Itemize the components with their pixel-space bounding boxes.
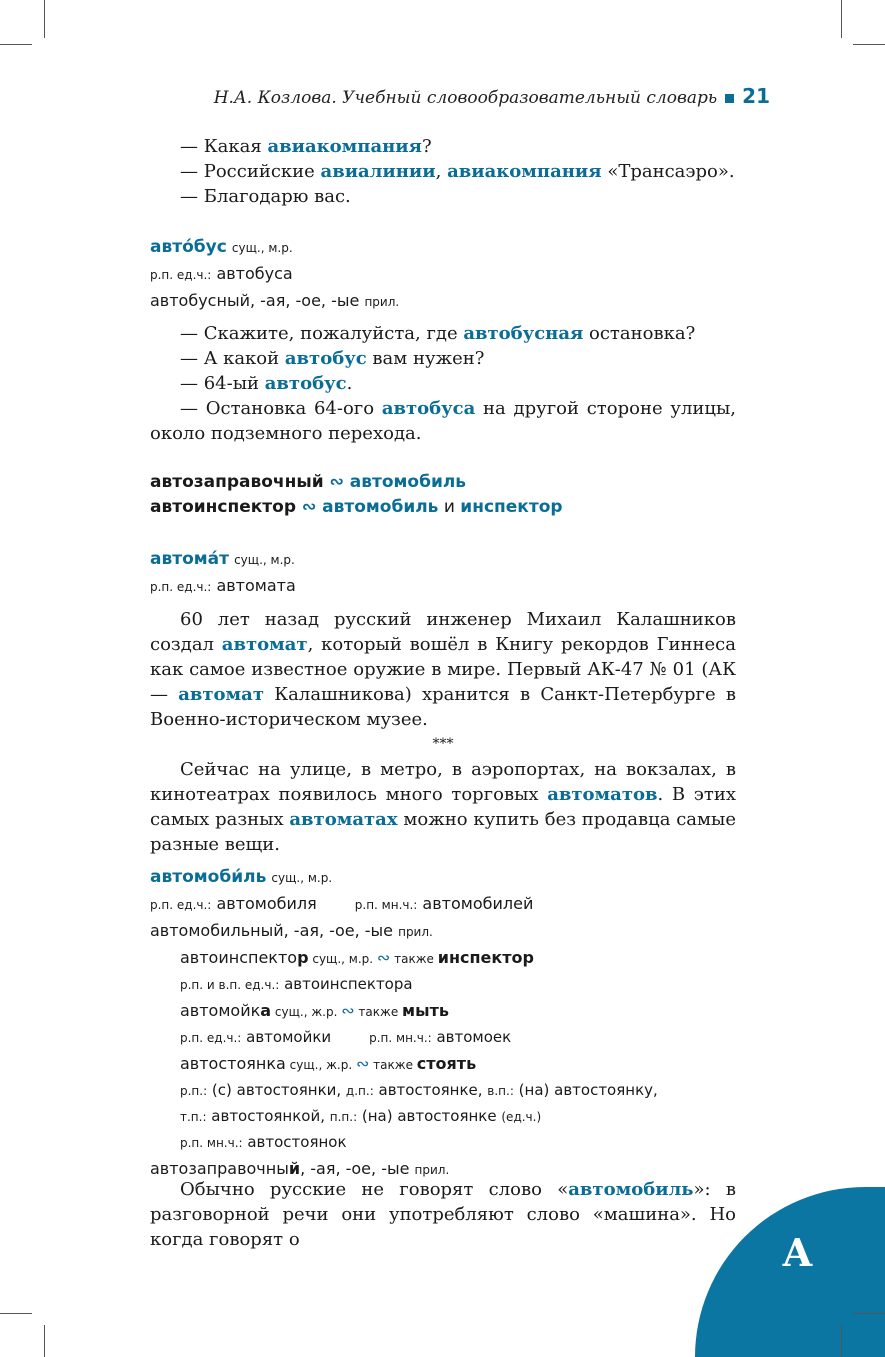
sub-entry-form: р.п.: (с) автостоянки, д.п.: автостоянке, в.п.: (на) автостоянку,: [180, 1081, 658, 1099]
dialog-line: — Какая авиакомпания?: [180, 136, 432, 157]
ref-arrow-icon: ∾: [301, 497, 317, 517]
sub-entry: автостоянка сущ., ж.р. ∾ также стоять: [180, 1054, 477, 1073]
running-title: Н.А. Козлова. Учебный словообразовательный словарь: [213, 88, 718, 108]
entry-derived: автобусный, -ая, -ое, -ые прил.: [150, 291, 400, 310]
entry-form: р.п. ед.ч.: автомобиля р.п. мн.ч.: автомобилей: [150, 894, 534, 913]
crop-mark: [853, 1313, 885, 1314]
dialog-line: — Остановка 64-ого автобуса на другой стороне улицы, около подземного перехода.: [150, 398, 737, 444]
entry-avtomat: [150, 546, 736, 600]
cross-references: [150, 470, 736, 520]
sub-entry-form: р.п. мн.ч.: автостоянок: [180, 1133, 347, 1151]
dialog-line: — Российские авиалинии, авиакомпания «Трансаэро».: [180, 161, 735, 182]
paragraph-avtomat: 60 лет назад русский инженер Михаил Калашников создал автомат, который вошёл в Книгу рекордов Гиннеса как самое известное оружие в мире. Первый АК-47 № 01 (АК — автомат Калашникова) хранится в Санкт-Петербурге в Военно-историческом музее. *** Сейчас на улице, в метро, в аэропортах, на вокзалах, в кинотеатрах появилось много торговых автоматов. В этих самых разных автоматах можно купить без продавца самые разные вещи.: [150, 609, 736, 855]
cross-ref: автоинспектор ∾ автомобиль и инспектор: [150, 497, 563, 517]
crop-mark: [0, 44, 32, 45]
crop-mark: [0, 1313, 32, 1314]
running-header: [214, 84, 770, 108]
ref-target[interactable]: инспектор: [437, 948, 534, 967]
cross-ref: автозаправочный ∾ автомобиль: [150, 472, 467, 492]
dialog-line: — А какой автобус вам нужен?: [180, 348, 485, 369]
entry-head: авто́бус сущ., м.р.: [150, 237, 293, 257]
page-number: 21: [742, 84, 770, 108]
dialog-line: — 64-ый автобус.: [180, 373, 353, 394]
ref-arrow-icon: ∾: [355, 1054, 370, 1073]
entry-form: р.п. ед.ч.: автобуса: [150, 264, 293, 283]
entry-derived: автомобильный, -ая, -ое, -ые прил.: [150, 921, 433, 940]
ref-target[interactable]: стоять: [416, 1054, 477, 1073]
crop-mark: [853, 44, 885, 45]
square-bullet-icon: [725, 94, 734, 103]
entry-avtomobil: [150, 864, 736, 1183]
crop-mark: [44, 0, 45, 38]
crop-mark: [841, 1325, 842, 1357]
headword: авто́бус: [150, 237, 227, 257]
crop-mark: [841, 0, 842, 38]
ref-target[interactable]: автомобиль: [322, 497, 439, 517]
dialog-line: — Скажите, пожалуйста, где автобусная остановка?: [180, 323, 696, 344]
entry-derived: автозаправочный, -ая, -ое, -ые прил.: [150, 1159, 450, 1178]
ref-target[interactable]: автомобиль: [349, 472, 467, 492]
sub-entry: автоинспектор сущ., м.р. ∾ также инспектор: [180, 948, 534, 967]
entry-avtobus: [150, 234, 736, 315]
headword: автомоби́ль: [150, 867, 267, 887]
ref-arrow-icon: ∾: [341, 1001, 355, 1020]
thumb-index-letter: А: [782, 1230, 813, 1275]
entry-head: автомоби́ль сущ., м.р.: [150, 867, 333, 887]
paragraph-avtomobil: Обычно русские не говорят слово «автомобиль»: в разговорной речи они употребляют слово «машина». Но когда говорят о: [150, 1179, 737, 1250]
headword: автома́т: [150, 549, 229, 569]
crop-mark: [44, 1325, 45, 1357]
entry-head: автома́т сущ., м.р.: [150, 549, 295, 569]
ref-arrow-icon: ∾: [329, 472, 344, 492]
entry-form: р.п. ед.ч.: автомата: [150, 576, 296, 595]
ref-target[interactable]: мыть: [402, 1001, 449, 1020]
dialog-avia: [150, 134, 736, 209]
sub-entry-form: р.п. и в.п. ед.ч.: автоинспектора: [180, 975, 413, 993]
sub-entry-form: т.п.: автостоянкой, п.п.: (на) автостоянке (ед.ч.): [180, 1107, 542, 1125]
ref-arrow-icon: ∾: [376, 948, 391, 967]
sub-entry-form: р.п. ед.ч.: автомойки р.п. мн.ч.: автомоек: [180, 1028, 512, 1046]
sub-entry: автомойка сущ., ж.р. ∾ также мыть: [180, 1001, 449, 1020]
separator: ***: [432, 736, 454, 752]
dialog-avtobus: [150, 321, 736, 446]
dialog-line: — Благодарю вас.: [180, 186, 351, 207]
ref-target[interactable]: инспектор: [460, 497, 563, 517]
